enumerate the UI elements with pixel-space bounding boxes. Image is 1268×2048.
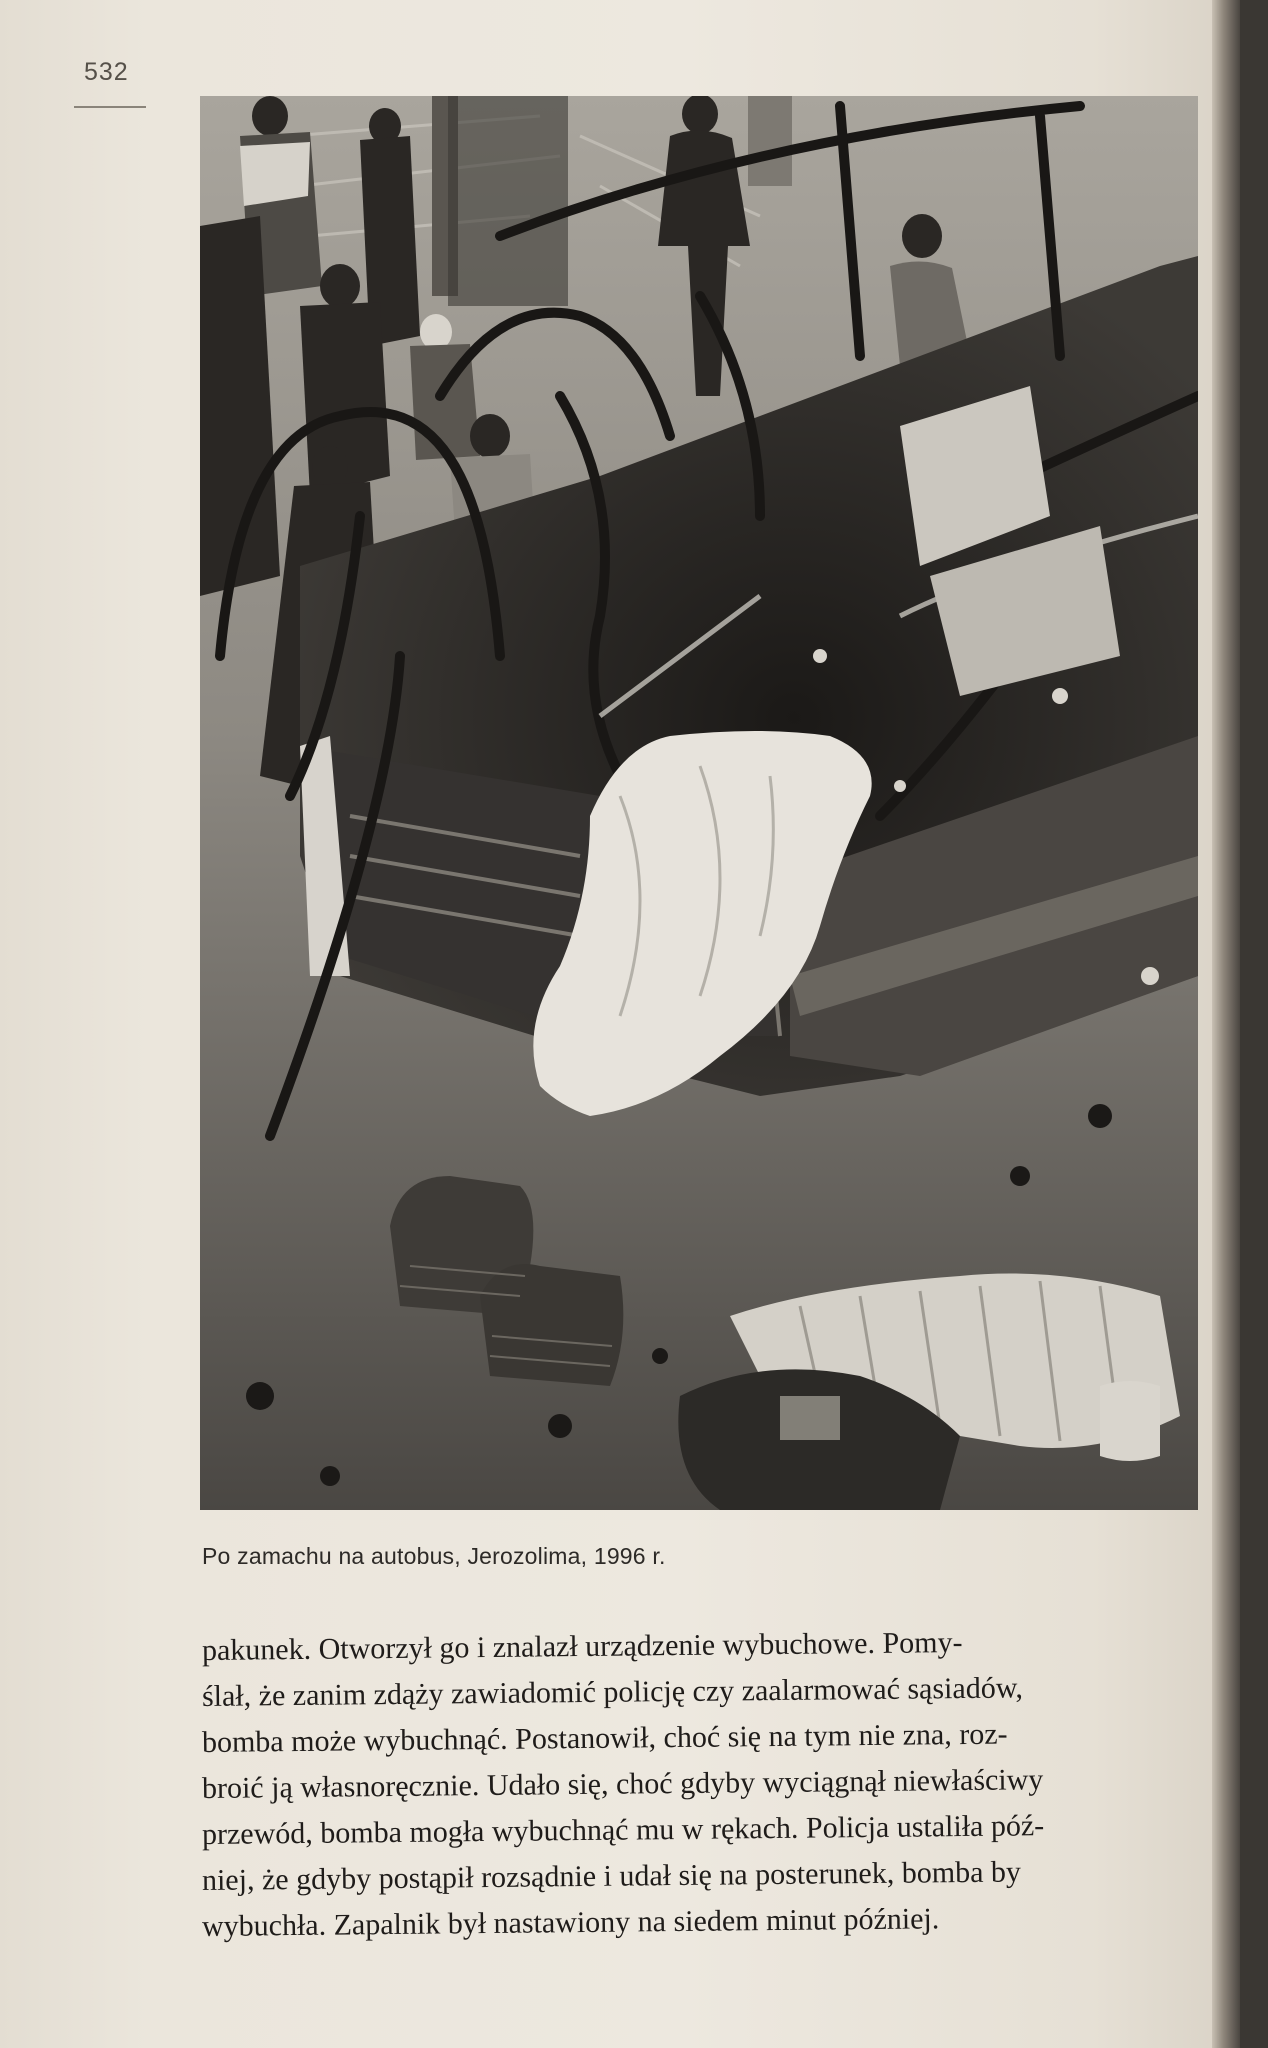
- photo-caption: Po zamachu na autobus, Jerozolima, 1996 r.: [202, 1543, 666, 1569]
- text-line: przewód, bomba mogła wybuchnąć mu w rękach. Policja ustaliła póź-: [201, 1809, 1045, 1851]
- page-edge-shadow: [1212, 0, 1240, 2048]
- text-line: wybuchła. Zapalnik był nastawiony na siedem minut później.: [201, 1902, 940, 1943]
- bus-bombing-photo: [200, 96, 1198, 1510]
- page-number-rule: [74, 106, 146, 108]
- text-line: niej, że gdyby postąpił rozsądnie i udał się na posterunek, bomba by: [201, 1855, 1022, 1897]
- text-line: bomba może wybuchnąć. Postanowił, choć się na tym nie zna, roz-: [201, 1717, 1008, 1759]
- text-line: broić ją własnoręcznie. Udało się, choć gdyby wyciągnął niewłaściwy: [201, 1763, 1044, 1805]
- text-line: ślał, że zanim zdąży zawiadomić policję czy zaalarmować sąsiadów,: [201, 1671, 1024, 1713]
- body-paragraph: [202, 1628, 1192, 1950]
- page-number: 532: [84, 58, 129, 86]
- text-line: pakunek. Otworzył go i znalazł urządzenie wybuchowe. Pomy-: [201, 1626, 963, 1667]
